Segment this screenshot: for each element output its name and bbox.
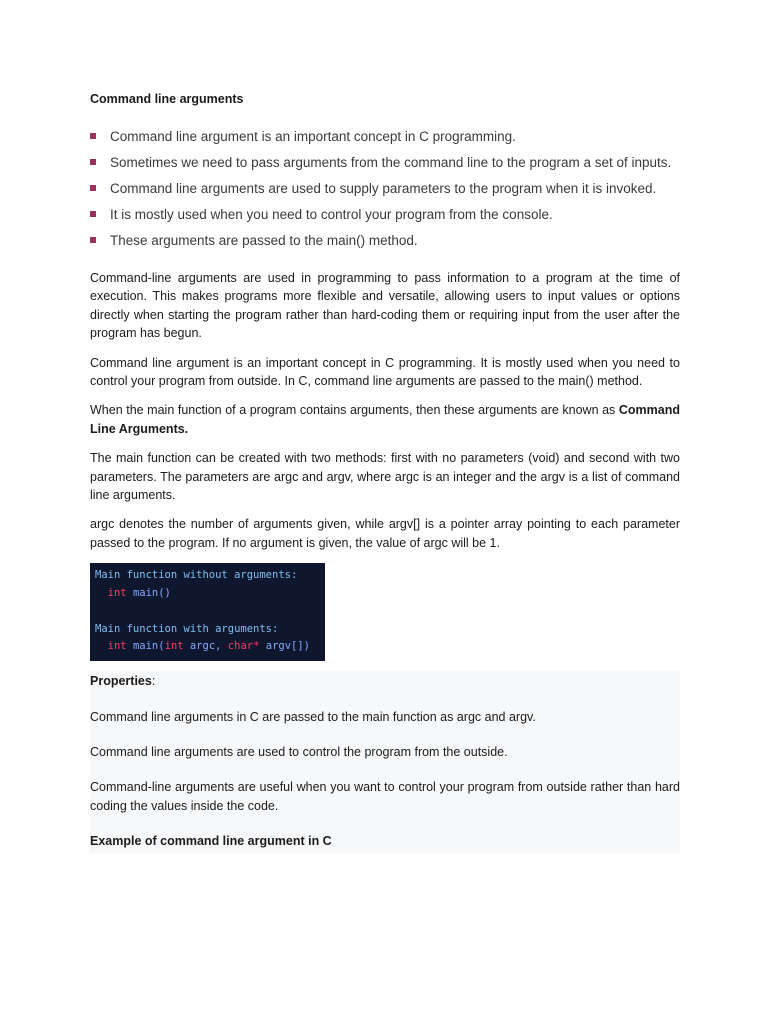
property-item: Command line arguments are used to control the program from the outside. <box>90 745 508 760</box>
example-heading: Example of command line argument in C <box>90 834 332 849</box>
code-block <box>90 563 325 661</box>
code-comment: Main function with arguments: <box>95 622 279 635</box>
bullet-item: Command line argument is an important concept in C programming. <box>90 128 680 145</box>
properties-section <box>90 671 680 852</box>
bullet-item: These arguments are passed to the main() method. <box>90 232 680 249</box>
paragraph: Command line argument is an important concept in C programming. It is mostly used when you need to control your program from outside. In C, command line arguments are passed to the main() method. <box>90 355 680 389</box>
square-bullet-icon <box>90 133 96 139</box>
bullet-list <box>90 128 680 249</box>
property-item: Command-line arguments are useful when you want to control your program from outside rather than hard coding the values inside the code. <box>90 780 680 813</box>
bullet-item: Command line arguments are used to supply parameters to the program when it is invoked. <box>90 180 680 197</box>
square-bullet-icon <box>90 159 96 165</box>
paragraph: argc denotes the number of arguments given, while argv[] is a pointer array pointing to each parameter passed to the program. If no argument is given, the value of argc will be 1. <box>90 517 680 550</box>
property-item: Command line arguments in C are passed to the main function as argc and argv. <box>90 709 536 724</box>
square-bullet-icon <box>90 237 96 243</box>
code-arg: argv[]) <box>265 640 311 653</box>
paragraph: When the main function of a program contains arguments, then these arguments are known as Command Line Arguments. <box>90 403 680 436</box>
properties-heading: Properties: <box>90 674 156 689</box>
code-keyword: int <box>107 587 127 600</box>
bullet-item: Sometimes we need to pass arguments from the command line to the program a set of inputs. <box>90 154 680 171</box>
paragraph: The main function can be created with two methods: first with no parameters (void) and second with two parameters. The parameters are argc and argv, where argc is an integer and the argv is a list of command line arguments. <box>90 451 680 503</box>
section-heading: Command line arguments <box>90 92 244 106</box>
code-keyword: int <box>164 640 184 653</box>
code-keyword: char <box>227 640 254 653</box>
code-comment: Main function without arguments: <box>95 569 298 582</box>
code-pointer: * <box>253 640 260 653</box>
bold-term: Command Line Arguments. <box>90 403 680 436</box>
code-arg: argc, <box>189 640 222 653</box>
code-keyword: int <box>107 640 127 653</box>
document-page <box>90 92 680 853</box>
bullet-item: It is mostly used when you need to control your program from the console. <box>90 206 680 223</box>
paragraph: Command-line arguments are used in programming to pass information to a program at the time of execution. This makes programs more flexible and versatile, allowing users to input values or options directly when starting the program rather than hard-coding them or requiring input from the user after the program has begun. <box>90 271 680 341</box>
code-function: main( <box>132 640 165 653</box>
square-bullet-icon <box>90 185 96 191</box>
code-function: main() <box>132 587 171 600</box>
square-bullet-icon <box>90 211 96 217</box>
